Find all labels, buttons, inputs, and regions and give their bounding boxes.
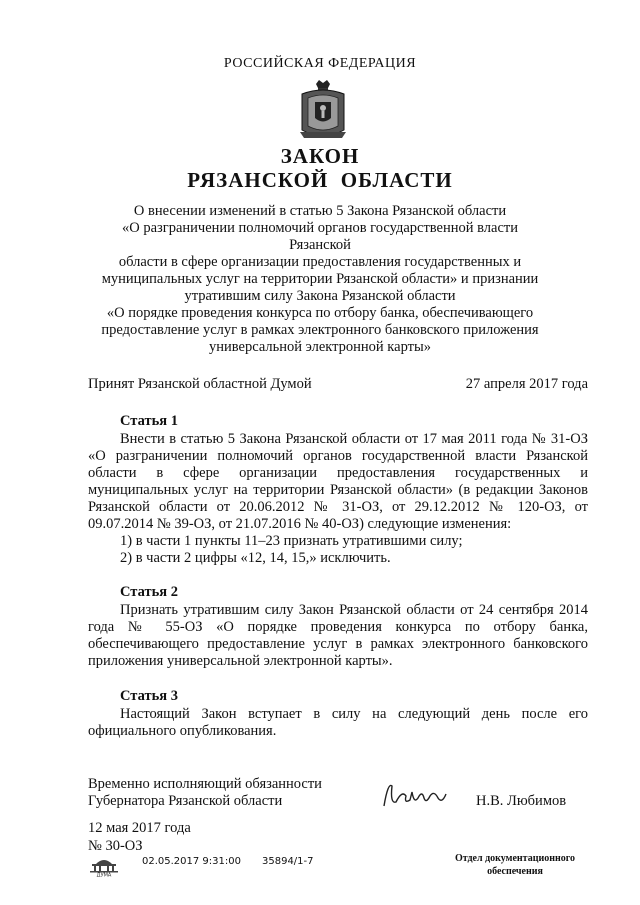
adoption-line xyxy=(88,376,588,393)
subject-line: О внесении изменений в статью 5 Закона Рязанской области xyxy=(133,203,507,219)
registration-timestamp: 02.05.2017 9:31:00 xyxy=(142,856,241,867)
governor-name: Н.В. Любимов xyxy=(476,793,567,809)
stamp-line: Отдел документационного xyxy=(454,853,576,864)
article-2-heading: Статья 2 xyxy=(120,584,178,600)
subject-line: предоставление услуг в рамках электронного банковского приложения xyxy=(101,322,539,338)
adoption-date: 27 апреля 2017 года xyxy=(465,376,588,392)
article-1-items xyxy=(88,533,588,567)
article-3-heading: Статья 3 xyxy=(120,688,178,704)
ryazan-coat-of-arms-icon xyxy=(298,78,348,144)
law-number: № 30-ОЗ xyxy=(88,838,143,854)
position-line: Губернатора Рязанской области xyxy=(88,793,283,809)
law-title-line1: ЗАКОН xyxy=(280,144,360,168)
position-line: Временно исполняющий обязанности xyxy=(88,776,322,792)
article-1-item: 1) в части 1 пункты 11–23 признать утратившими силу; xyxy=(120,533,463,549)
subject-line: «О разграничении полномочий органов государственной власти Рязанской xyxy=(121,220,518,253)
stamp-line: обеспечения xyxy=(487,866,543,877)
article-1-text: Внести в статью 5 Закона Рязанской области от 17 мая 2011 года № 31-ОЗ «О разграничении полномочий органов государственной власти Рязанской области в сфере организации предоставления государственных и муниципальных услуг на территории Рязанской области» (в редакции Законов Рязанской области от 20.06.2012 № 31-ОЗ, от 29.12.2012 № 120-ОЗ, от 09.07.2014 № 39-ОЗ, от 21.07.2016 № 40-ОЗ) следующие изменения: xyxy=(88,431,588,532)
duma-logo-text: ДУМА xyxy=(96,872,112,877)
article-2-text: Признать утратившим силу Закон Рязанской области от 24 сентября 2014 года № 55-ОЗ «О порядке проведения конкурса по отбору банка, обеспечивающего предоставление услуг в рамках электронного банковского приложения универсальной электронной карты». xyxy=(88,602,588,669)
subject-line: «О порядке проведения конкурса по отбору банка, обеспечивающего xyxy=(106,305,534,321)
signing-date: 12 мая 2017 года xyxy=(88,820,191,836)
article-3-text: Настоящий Закон вступает в силу на следующий день после его официального опубликования. xyxy=(88,706,588,739)
subject-line: муниципальных услуг на территории Рязанской области» и признании xyxy=(101,271,539,287)
law-title xyxy=(0,144,640,192)
handwritten-signature xyxy=(380,776,450,812)
law-title-line2: РЯЗАНСКОЙ ОБЛАСТИ xyxy=(187,168,453,192)
subject-line: области в сфере организации предоставления государственных и xyxy=(118,254,522,270)
signatory-position xyxy=(88,776,322,810)
article-1-heading: Статья 1 xyxy=(120,413,178,429)
country-header: РОССИЙСКАЯ ФЕДЕРАЦИЯ xyxy=(223,56,417,71)
duma-logo-icon xyxy=(88,855,120,877)
department-stamp xyxy=(440,852,590,878)
article-1-item: 2) в части 2 цифры «12, 14, 15,» исключить. xyxy=(120,550,391,566)
subject-line: утратившим силу Закона Рязанской области xyxy=(184,288,456,304)
subject-line: универсальной электронной карты» xyxy=(209,339,431,355)
law-subject xyxy=(100,203,540,356)
adoption-text: Принят Рязанской областной Думой xyxy=(88,376,312,392)
registration-number: 35894/1-7 xyxy=(262,856,314,867)
